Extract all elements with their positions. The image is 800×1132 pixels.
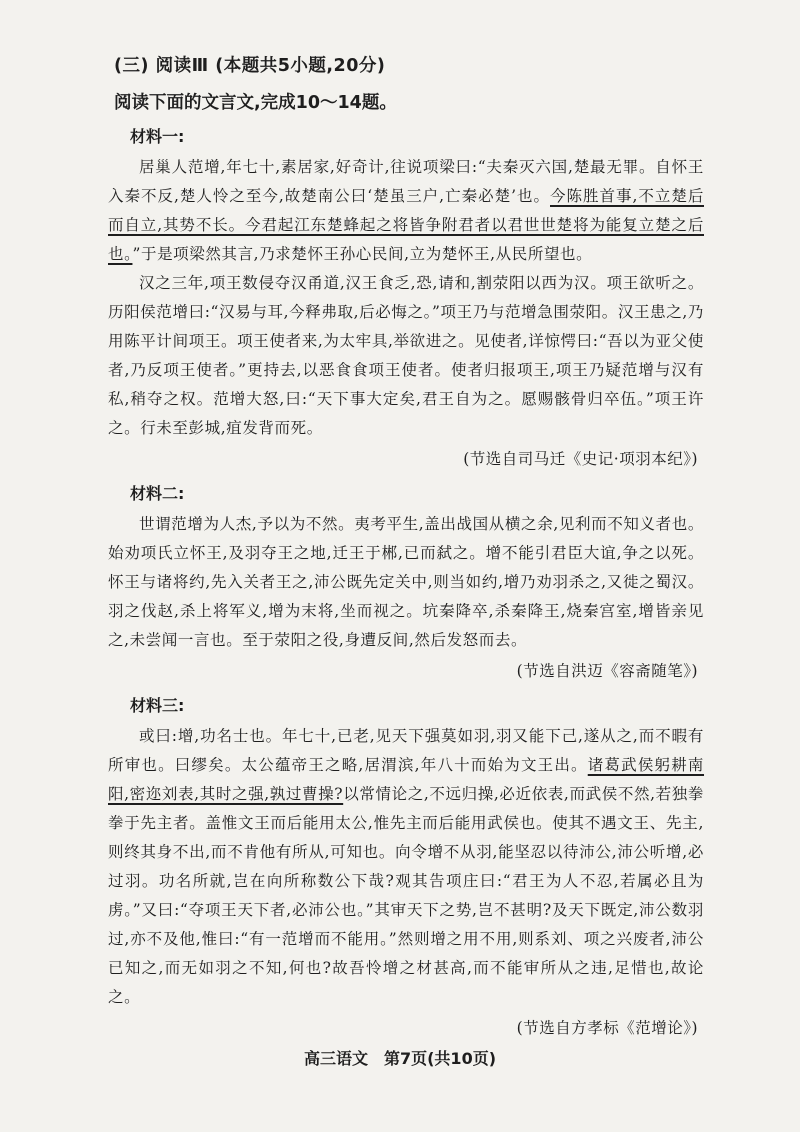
material-1-p1-text-a: 居巢人范增,年七十,素居家,好奇计,往说项梁曰:“夫秦灭六国,楚最无罪。自怀王入秦不反,楚人怜之至今,故楚南公曰‘楚虽三户,亡秦必楚’也。	[108, 158, 704, 205]
material-3-p1-text-a: 或曰:增,功名士也。年七十,已老,见天下强莫如羽,羽又能下己,遂从之,而不暇有所审也。曰缪矣。太公蕴帝王之略,居渭滨,年八十而始为文王出。	[108, 727, 704, 774]
material-3-label: 材料三:	[130, 696, 185, 715]
material-1-label: 材料一:	[130, 127, 185, 146]
material-1	[108, 124, 704, 469]
instruction: 阅读下面的文言文,完成10～14题。	[114, 93, 397, 113]
material-1-underlined-sentence: 今陈胜首事,不立楚后而自立,其势不长。今君起江东楚蜂起之将皆争附君者以君世世楚将为能复立楚之后也。	[108, 187, 704, 263]
material-3-paragraph-1	[108, 722, 704, 1012]
material-1-paragraph-1	[108, 153, 704, 269]
material-3-source: (节选自方孝标《范增论》)	[516, 1019, 698, 1037]
material-1-paragraph-2: 汉之三年,项王数侵夺汉甬道,汉王食乏,恐,请和,割荥阳以西为汉。项王欲听之。历阳侯范增曰:“汉易与耳,今释弗取,后必悔之。”项王乃与范增急围荥阳。汉王患之,乃用陈平计间项王。项王使者来,为太牢具,举欲进之。见使者,详惊愕曰:“吾以为亚父使者,乃反项王使者。”更持去,以恶食食项王使者。使者归报项王,项王乃疑范增与汉有私,稍夺之权。范增大怒,曰:“天下事大定矣,君王自为之。愿赐骸骨归卒伍。”项王许之。行未至彭城,疽发背而死。	[108, 274, 704, 437]
page-footer: 高三语文 第7页(共10页)	[303, 1049, 497, 1068]
material-2-paragraph-1: 世谓范增为人杰,予以为不然。夷考平生,盖出战国从横之余,见利而不知义者也。始劝项氏立怀王,及羽夺王之地,迁王于郴,已而弑之。增不能引君臣大谊,争之以死。怀王与诸将约,先入关者王之,沛公既先定关中,则当如约,增乃劝羽杀之,又徙之蜀汉。羽之伐赵,杀上将军义,增为末将,坐而视之。坑秦降卒,杀秦降王,烧秦宫室,增皆亲见之,未尝闻一言也。至于荥阳之役,身遭反间,然后发怒而去。	[108, 515, 704, 649]
material-2-source: (节选自洪迈《容斋随笔》)	[516, 662, 698, 680]
material-2-label: 材料二:	[130, 484, 185, 503]
section-title: (三) 阅读Ⅲ (本题共5小题,20分)	[114, 56, 386, 76]
material-3-underlined-sentence: 诸葛武侯躬耕南阳,密迩刘表,其时之强,孰过曹操?	[108, 756, 705, 803]
material-2	[108, 481, 704, 681]
material-1-p1-text-b: ”于是项梁然其言,乃求楚怀王孙心民间,立为楚怀王,从民所望也。	[132, 245, 593, 263]
material-3	[108, 693, 704, 1038]
material-1-source: (节选自司马迁《史记·项羽本纪》)	[463, 450, 698, 468]
material-3-p1-text-b: 以常情论之,不远归操,必近依表,而武侯不然,若独拳拳于先主者。盖惟文王而后能用太公,惟先主而后能用武侯也。使其不遇文王、先主,则终其身不出,而不肯他有所从,可知也。向令增不从羽,能坚忍以待沛公,沛公听增,必过羽。功名所就,岂在向所称数公下哉?观其告项庄曰:“君王为人不忍,若属必且为虏。”又曰:“夺项王天下者,必沛公也。”其审天下之势,岂不甚明?及天下既定,沛公数羽过,亦不及他,惟曰:“有一范增而不能用。”然则增之用不用,则系刘、项之兴废者,沛公已知之,而无如羽之不知,何也?故吾怜增之材甚高,而不能审所从之违,足惜也,故论之。	[108, 785, 704, 1006]
